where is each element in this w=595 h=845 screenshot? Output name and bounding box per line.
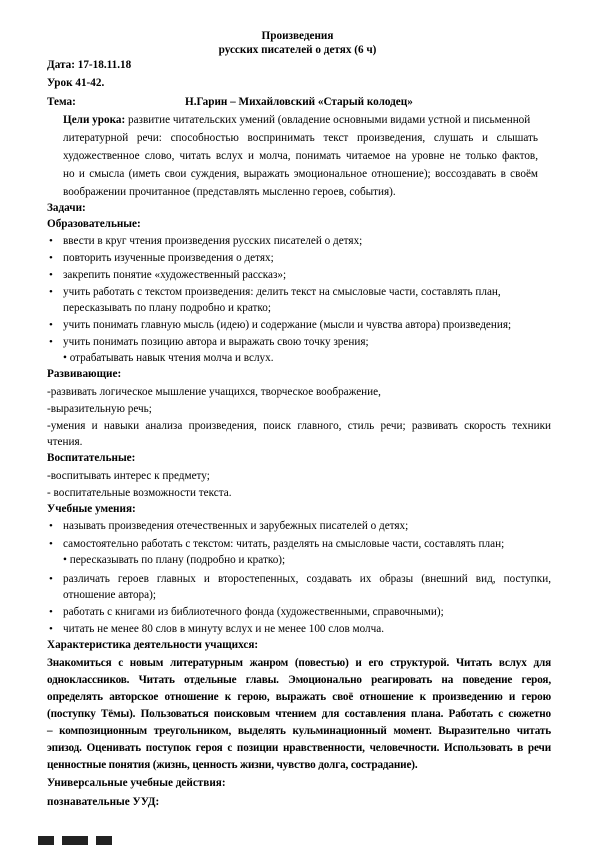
skills-item: самостоятельно работать с текстом: читать, разделять на смысловые части, составлять план;: [63, 538, 505, 550]
skills-heading: Учебные умения:: [47, 503, 136, 515]
activity-heading: Характеристика деятельности учащихся:: [47, 639, 259, 651]
cutoff-mark: [96, 836, 112, 845]
bullet: •: [49, 538, 53, 550]
skills-item: различать героев главных и второстепенных, создавать их образы (внешний вид, поступки,: [63, 573, 551, 585]
bullet: •: [49, 573, 53, 585]
topic-value: Н.Гарин – Михайловский «Старый колодец»: [185, 96, 413, 108]
educational-item: ввести в круг чтения произведения русских писателей о детях;: [63, 235, 363, 247]
upbringing-item: -воспитывать интерес к предмету;: [47, 470, 210, 482]
bullet: •: [49, 286, 53, 298]
lesson-date: Дата: 17-18.11.18: [47, 59, 132, 71]
educational-heading: Образовательные:: [47, 218, 141, 230]
activity-line: Знакомиться с новым литературным жанром (повестью) и его структурой. Читать вслух для: [47, 657, 551, 669]
goals-line-5: воображении прочитанное (представлять мысленно героев, события).: [63, 186, 396, 198]
goals-line-3: художественное слово, читать вслух и молча, понимать читаемое на уровне не только фактов,: [63, 150, 538, 162]
skills-item-nested: • пересказывать по плану (подробно и кратко);: [63, 554, 286, 566]
activity-line: одноклассников. Читать отдельные главы. Эмоционально реагировать на поведение героя,: [47, 674, 551, 686]
bullet: •: [49, 319, 53, 331]
developing-item: -выразительную речь;: [47, 403, 152, 415]
skills-item: называть произведения отечественных и зарубежных писателей о детях;: [63, 520, 409, 532]
goals-line-1: развитие читательских умений (овладение основными видами устной и письменной: [128, 114, 531, 126]
upbringing-item: - воспитательные возможности текста.: [47, 487, 232, 499]
tasks-heading: Задачи:: [47, 202, 86, 214]
activity-line: (поступку Тёмы). Пользоваться поисковым чтением для составления плана. Работать с сюжетно: [47, 708, 551, 720]
title-line-2: русских писателей о детях (6 ч): [218, 44, 377, 56]
uud-heading: Универсальные учебные действия:: [47, 777, 226, 789]
bullet: •: [49, 336, 53, 348]
developing-item: -развивать логическое мышление учащихся, творческое воображение,: [47, 386, 381, 398]
developing-item: -умения и навыки анализа произведения, поиск главного, стиль речи; развивать скорость техники: [47, 420, 551, 432]
skills-item: читать не менее 80 слов в минуту вслух и не менее 100 слов молча.: [63, 623, 385, 635]
skills-item: работать с книгами из библиотечного фонда (художественными, справочными);: [63, 606, 444, 618]
bullet: •: [49, 252, 53, 264]
activity-line: эпизод. Оценивать поступок героя с позиции нравственности, человечности. Использовать в речи: [47, 742, 551, 754]
cutoff-mark: [62, 836, 88, 845]
educational-item: учить работать с текстом произведения: делить текст на смысловые части, составлять план,: [63, 286, 501, 298]
educational-item: учить понимать позицию автора и выражать свою точку зрения;: [63, 336, 369, 348]
educational-item-nested: • отрабатывать навык чтения молча и вслух.: [63, 352, 274, 364]
lesson-number: Урок 41-42.: [47, 77, 105, 89]
developing-heading: Развивающие:: [47, 368, 122, 380]
cutoff-mark: [38, 836, 54, 845]
goals-line-4: но и смысла (иметь свои суждения, выражать эмоциональное отношение); воссоздавать в своём: [63, 168, 538, 180]
goals-line-2: литературной речи: способностью воспринимать текст произведения, слушать и слышать: [63, 132, 538, 144]
activity-line: определять авторское отношение к герою, выражать своё отношение к произведению и герою: [47, 691, 551, 703]
educational-item: закрепить понятие «художественный рассказ»;: [63, 269, 287, 281]
goals-first-line: [63, 113, 530, 127]
educational-item: повторить изученные произведения о детях;: [63, 252, 274, 264]
developing-item-continued: чтения.: [47, 436, 83, 448]
activity-line: ценностные понятия (жизнь, ценность жизни, чувство долга, сострадание).: [47, 759, 418, 771]
activity-line: – композиционным треугольником, выделять кульминационный момент. Выразительно читать: [47, 725, 551, 737]
bullet: •: [49, 606, 53, 618]
bullet: •: [49, 235, 53, 247]
goals-label: Цели урока:: [63, 114, 126, 126]
skills-item-continued: отношение автора);: [63, 589, 156, 601]
bullet: •: [49, 623, 53, 635]
educational-item: учить понимать главную мысль (идею) и содержание (мысли и чувства автора) произведения;: [63, 319, 512, 331]
bullet: •: [49, 520, 53, 532]
bullet: •: [49, 269, 53, 281]
topic-label: Тема:: [47, 96, 76, 108]
uud-subheading: познавательные УУД:: [47, 796, 160, 808]
title-line-1: Произведения: [261, 30, 334, 42]
upbringing-heading: Воспитательные:: [47, 452, 136, 464]
educational-item-continued: пересказывать по плану подробно и кратко;: [63, 302, 271, 314]
